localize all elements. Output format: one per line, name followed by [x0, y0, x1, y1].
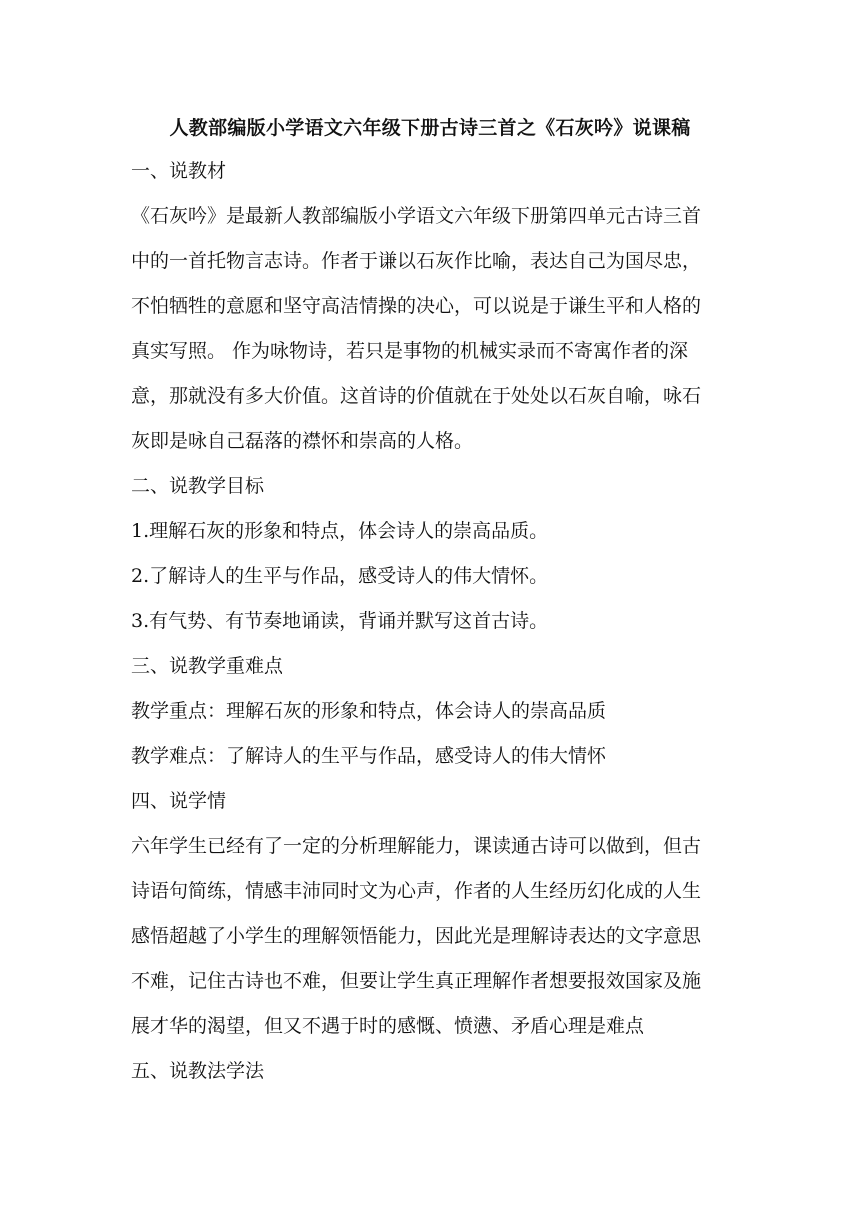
- goal-item: 2.了解诗人的生平与作品，感受诗人的伟大情怀。: [131, 565, 549, 587]
- section-paragraph-student-analysis: [131, 829, 731, 1043]
- document-title: 人教部编版小学语文六年级下册古诗三首之《石灰吟》说课稿: [169, 117, 691, 139]
- section-heading-student-analysis: 四、说学情: [131, 790, 227, 812]
- section-heading-teaching-material: 一、说教材: [131, 160, 227, 182]
- paragraph-line: 展才华的渴望，但又不遇于时的感慨、愤懑、矛盾心理是难点: [131, 1015, 645, 1037]
- section-heading-teaching-methods: 五、说教法学法: [131, 1060, 265, 1082]
- paragraph-line: 真实写照。 作为咏物诗，若只是事物的机械实录而不寄寓作者的深: [131, 340, 689, 362]
- paragraph-line: 六年学生已经有了一定的分析理解能力，课读通古诗可以做到，但古: [131, 835, 702, 857]
- paragraph-line: 感悟超越了小学生的理解领悟能力，因此光是理解诗表达的文字意思: [131, 925, 702, 947]
- document-body: [131, 154, 731, 1099]
- section-heading-teaching-goals: 二、说教学目标: [131, 475, 265, 497]
- goal-item: 1.理解石灰的形象和特点，体会诗人的崇高品质。: [131, 520, 549, 542]
- difficult-point-item: 教学难点：了解诗人的生平与作品，感受诗人的伟大情怀: [131, 745, 607, 767]
- paragraph-line: 不怕牺牲的意愿和坚守高洁情操的决心，可以说是于谦生平和人格的: [131, 295, 702, 317]
- key-point-item: 教学重点：理解石灰的形象和特点，体会诗人的崇高品质: [131, 700, 607, 722]
- goal-item: 3.有气势、有节奏地诵读，背诵并默写这首古诗。: [131, 610, 549, 632]
- section-heading-key-difficult-points: 三、说教学重难点: [131, 655, 284, 677]
- paragraph-line: 不难，记住古诗也不难，但要让学生真正理解作者想要报效国家及施: [131, 970, 702, 992]
- paragraph-line: 灰即是咏自己磊落的襟怀和崇高的人格。: [131, 430, 474, 452]
- paragraph-line: 中的一首托物言志诗。作者于谦以石灰作比喻，表达自己为国尽忠，: [131, 250, 702, 272]
- paragraph-line: 诗语句简练，情感丰沛同时文为心声，作者的人生经历幻化成的人生: [131, 880, 702, 902]
- paragraph-line: 意，那就没有多大价值。这首诗的价值就在于处处以石灰自喻，咏石: [131, 385, 702, 407]
- paragraph-line: 《石灰吟》是最新人教部编版小学语文六年级下册第四单元古诗三首: [131, 205, 702, 227]
- section-paragraph-teaching-material: [131, 199, 731, 458]
